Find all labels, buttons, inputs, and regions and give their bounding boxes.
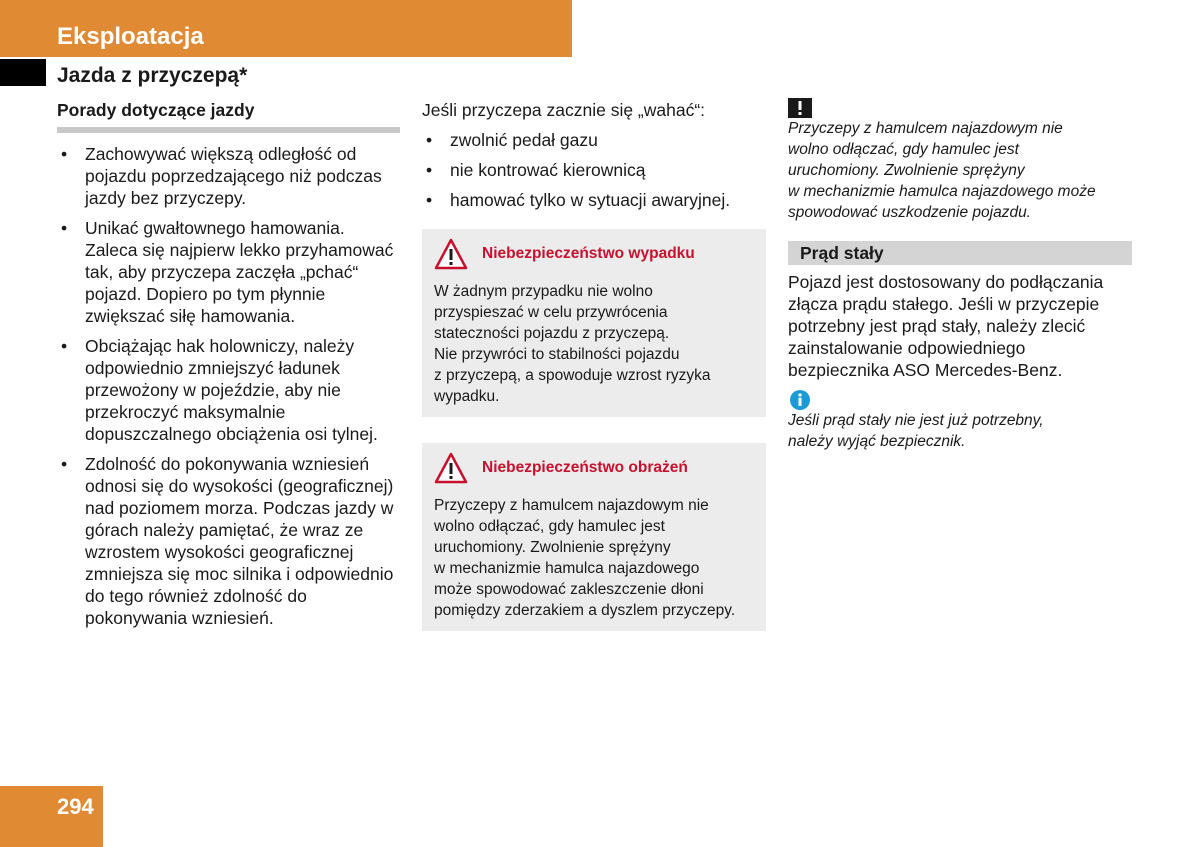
list-item: • Obciążając hak holowniczy, należy odpowiednio zmniejszyć ładunek przewożony w pojeździe, aby nie przekroczyć maksymalnie dopuszczalnego obciążenia osi tylnej. <box>57 335 400 445</box>
column-left <box>57 97 400 637</box>
info-note-text: Jeśli prąd stały nie jest już potrzebny, należy wyjąć bezpiecznik. <box>788 412 1044 450</box>
sway-intro: Jeśli przyczepa zacznie się „wahać“: <box>422 100 706 120</box>
warning-triangle-icon <box>434 238 468 270</box>
driving-tips-list <box>57 143 400 629</box>
damage-note-text: Przyczepy z hamulcem najazdowym nie wolno odłączać, gdy hamulec jest uruchomiony. Zwolnienie sprężyny w mechanizmie hamulca najazdowego może spowodować uszkodzenie pojazdu. <box>788 120 1096 221</box>
accident-warning-box <box>422 229 766 417</box>
list-item: • Unikać gwałtownego hamowania. Zaleca się najpierw lekko przyhamować tak, aby przyczepa zaczęła „pchać“ pojazd. Dopiero po tym płynnie zwiększać siłę hamowania. <box>57 217 400 327</box>
warning-text: W żadnym przypadku nie wolno przyspieszać w celu przywrócenia stateczności pojazdu z przyczepą. Nie przywróci to stabilności pojazdu z przyczepą, a spowoduje wzrost ryzyka wypadku. <box>434 283 711 405</box>
injury-warning-box <box>422 443 766 631</box>
chapter-title: Eksploatacja <box>57 23 204 50</box>
dc-power-heading: Prąd stały <box>788 241 1132 265</box>
exclamation-icon <box>788 98 812 118</box>
info-note <box>788 389 1132 452</box>
info-icon <box>788 390 812 410</box>
warning-header <box>434 453 754 483</box>
column-right <box>788 97 1132 452</box>
warning-title: Niebezpieczeństwo obrażeń <box>482 459 688 476</box>
column-middle <box>422 97 766 631</box>
damage-note <box>788 97 1132 223</box>
list-item: • Zdolność do pokonywania wzniesień odnosi się do wysokości (geograficznej) nad poziomem morza. Podczas jazdy w górach należy pamiętać, że wraz ze wzrostem wysokości geograficznej zmniejsza się moc silnika i odpowiednio do tego również zdolność do pokonywania wzniesień. <box>57 453 400 629</box>
list-item: • zwolnić pedał gazu <box>422 129 766 151</box>
warning-triangle-icon <box>434 452 468 484</box>
warning-header <box>434 239 754 269</box>
dc-power-text: Pojazd jest dostosowany do podłączania złącza prądu stałego. Jeśli w przyczepie potrzebny jest prąd stały, należy zlecić zainstalowanie odpowiedniego bezpiecznika ASO Mercedes-Benz. <box>788 272 1104 380</box>
warning-title: Niebezpieczeństwo wypadku <box>482 245 695 262</box>
section-marker <box>0 59 46 86</box>
driving-tips-heading: Porady dotyczące jazdy <box>57 97 400 133</box>
list-item: • nie kontrować kierownicą <box>422 159 766 181</box>
page-number: 294 <box>57 794 94 819</box>
warning-text: Przyczepy z hamulcem najazdowym nie wolno odłączać, gdy hamulec jest uruchomiony. Zwolnienie sprężyny w mechanizmie hamulca najazdowego może spowodować zakleszczenie dłoni pomiędzy zderzakiem a dyszlem przyczepy. <box>434 497 736 619</box>
section-title: Jazda z przyczepą* <box>57 64 248 87</box>
sway-list <box>422 129 766 211</box>
list-item: • hamować tylko w sytuacji awaryjnej. <box>422 189 766 211</box>
list-item: • Zachowywać większą odległość od pojazdu poprzedzającego niż podczas jazdy bez przyczepy. <box>57 143 400 209</box>
